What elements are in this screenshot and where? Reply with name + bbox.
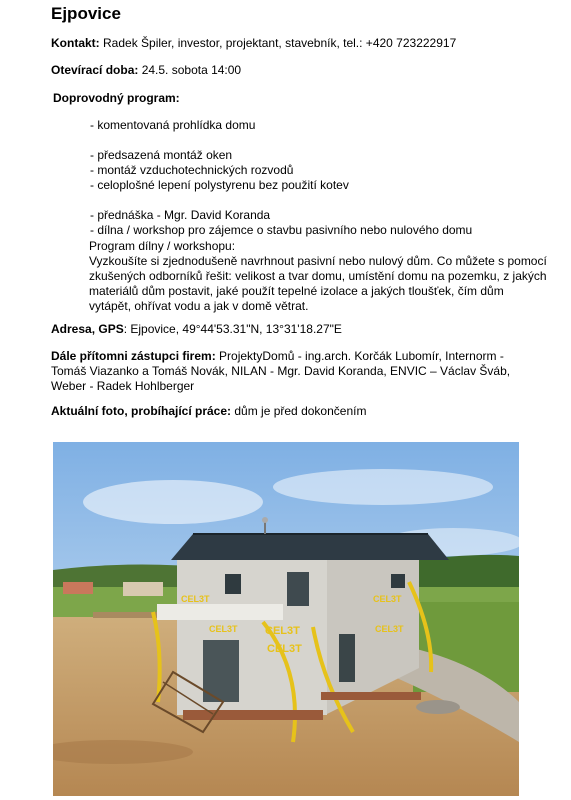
list-item: - celoplošné lepení polystyrenu bez použití kotev (90, 178, 349, 192)
workshop-block (89, 239, 549, 314)
address-label: Adresa, GPS (51, 322, 124, 336)
contact-value: Radek Špiler, investor, projektant, stavebník, tel.: +420 723222917 (99, 36, 457, 50)
svg-text:CEL3T: CEL3T (267, 643, 302, 655)
list-item: - montáž vzduchotechnických rozvodů (90, 163, 294, 177)
program-list (90, 118, 472, 238)
list-item: - předsazená montáž oken (90, 148, 233, 162)
svg-text:CEL3T: CEL3T (265, 625, 300, 637)
svg-text:CEL3T: CEL3T (209, 624, 238, 634)
photo-caption-line (51, 404, 366, 419)
address-value: : Ejpovice, 49°44'53.31"N, 13°31'18.27"E (123, 322, 342, 336)
workshop-text: Vyzkoušíte si zjednodušeně navrhnout pasivní nebo nulový dům. Co můžete s pomocí zkušených odborníků řešit: velikost a tvar domu, umístění domu na pozemku, z jakých materiálů dům postavit, jaké použít tepelné izolace a jakých tloušťek, čím dům vytápět, ohřívat vodu a jak v domě větrat. (89, 254, 547, 313)
opening-value: 24.5. sobota 14:00 (138, 63, 242, 77)
companies-paragraph (51, 349, 541, 394)
list-item: - přednáška - Mgr. David Koranda (90, 208, 271, 222)
companies-label: Dále přítomni zástupci firem: (51, 349, 216, 363)
svg-text:CEL3T: CEL3T (181, 594, 210, 604)
opening-line (51, 63, 241, 78)
opening-label: Otevírací doba: (51, 63, 139, 77)
page-title: Ejpovice (51, 4, 121, 23)
contact-label: Kontakt: (51, 36, 100, 50)
workshop-heading: Program dílny / workshopu: (89, 239, 236, 253)
list-item: - dílna / workshop pro zájemce o stavbu pasivního nebo nulového domu (90, 223, 473, 237)
address-line (51, 322, 342, 337)
program-heading: Doprovodný program: (53, 91, 180, 105)
list-item: - komentovaná prohlídka domu (90, 118, 256, 132)
companies-value: ProjektyDomů - ing.arch. Korčák Lubomír, Internorm - Tomáš Viazanko a Tomáš Novák, NILAN - Mgr. David Koranda, ENVIC – Václav Šváb, Weber - Radek Hohlberger (51, 349, 511, 393)
svg-text:CEL3T: CEL3T (375, 624, 404, 634)
contact-line (51, 36, 456, 51)
house-photo (53, 442, 519, 796)
photo-caption-label: Aktuální foto, probíhající práce: (51, 404, 232, 418)
photo-caption-value: dům je před dokončením (231, 404, 367, 418)
svg-text:CEL3T: CEL3T (373, 594, 402, 604)
